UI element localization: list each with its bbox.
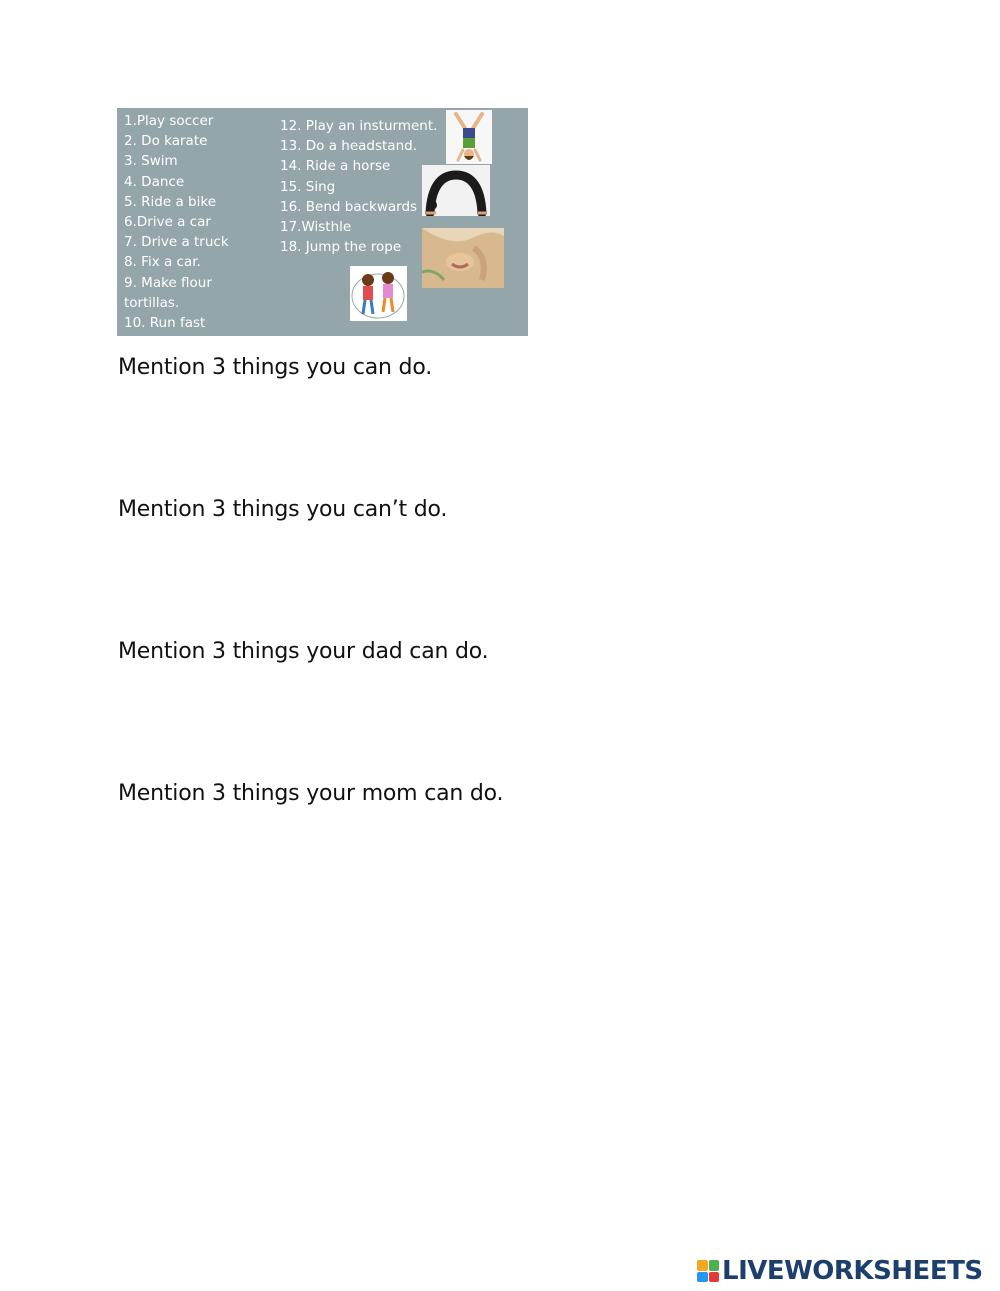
list-item: 12. Play an insturment.	[280, 118, 438, 134]
list-item: 18. Jump the rope	[280, 239, 402, 256]
list-item: 9. Make flour	[124, 274, 212, 291]
list-item: 13. Do a headstand.	[280, 138, 417, 155]
list-item: 1.Play soccer	[124, 113, 214, 129]
question-1: Mention 3 things you can do.	[118, 355, 432, 380]
activity-list-column-2	[280, 116, 437, 257]
list-item: 2. Do karate	[124, 133, 208, 150]
list-item: 10. Run fast	[124, 315, 206, 332]
list-item: 16. Bend backwards	[280, 198, 418, 215]
list-item: 6.Drive a car	[124, 214, 211, 231]
list-item: 5. Ride a bike	[124, 193, 216, 210]
list-item: 4. Dance	[124, 173, 185, 190]
list-item: 17.Wisthle	[280, 219, 352, 236]
liveworksheets-logo	[697, 1256, 983, 1286]
whistle-icon	[422, 228, 504, 288]
jump-rope-icon	[350, 266, 407, 321]
list-item: 7. Drive a truck	[124, 234, 229, 251]
question-3: Mention 3 things your dad can do.	[118, 639, 489, 664]
list-item: 14. Ride a horse	[280, 158, 391, 175]
question-4: Mention 3 things your mom can do.	[118, 781, 504, 806]
list-item: 3. Swim	[124, 153, 178, 170]
activity-picture-panel	[117, 108, 528, 336]
headstand-icon	[446, 110, 492, 164]
list-item: 8. Fix a car.	[124, 254, 201, 271]
bend-backwards-icon	[422, 165, 490, 216]
logo-text: LIVEWORKSHEETS	[722, 1256, 983, 1286]
logo-mark-icon	[697, 1260, 719, 1282]
list-item: 15. Sing	[280, 178, 336, 195]
activity-list-column-1	[124, 111, 229, 333]
list-item: tortillas.	[124, 294, 180, 311]
question-2: Mention 3 things you can’t do.	[118, 497, 448, 522]
